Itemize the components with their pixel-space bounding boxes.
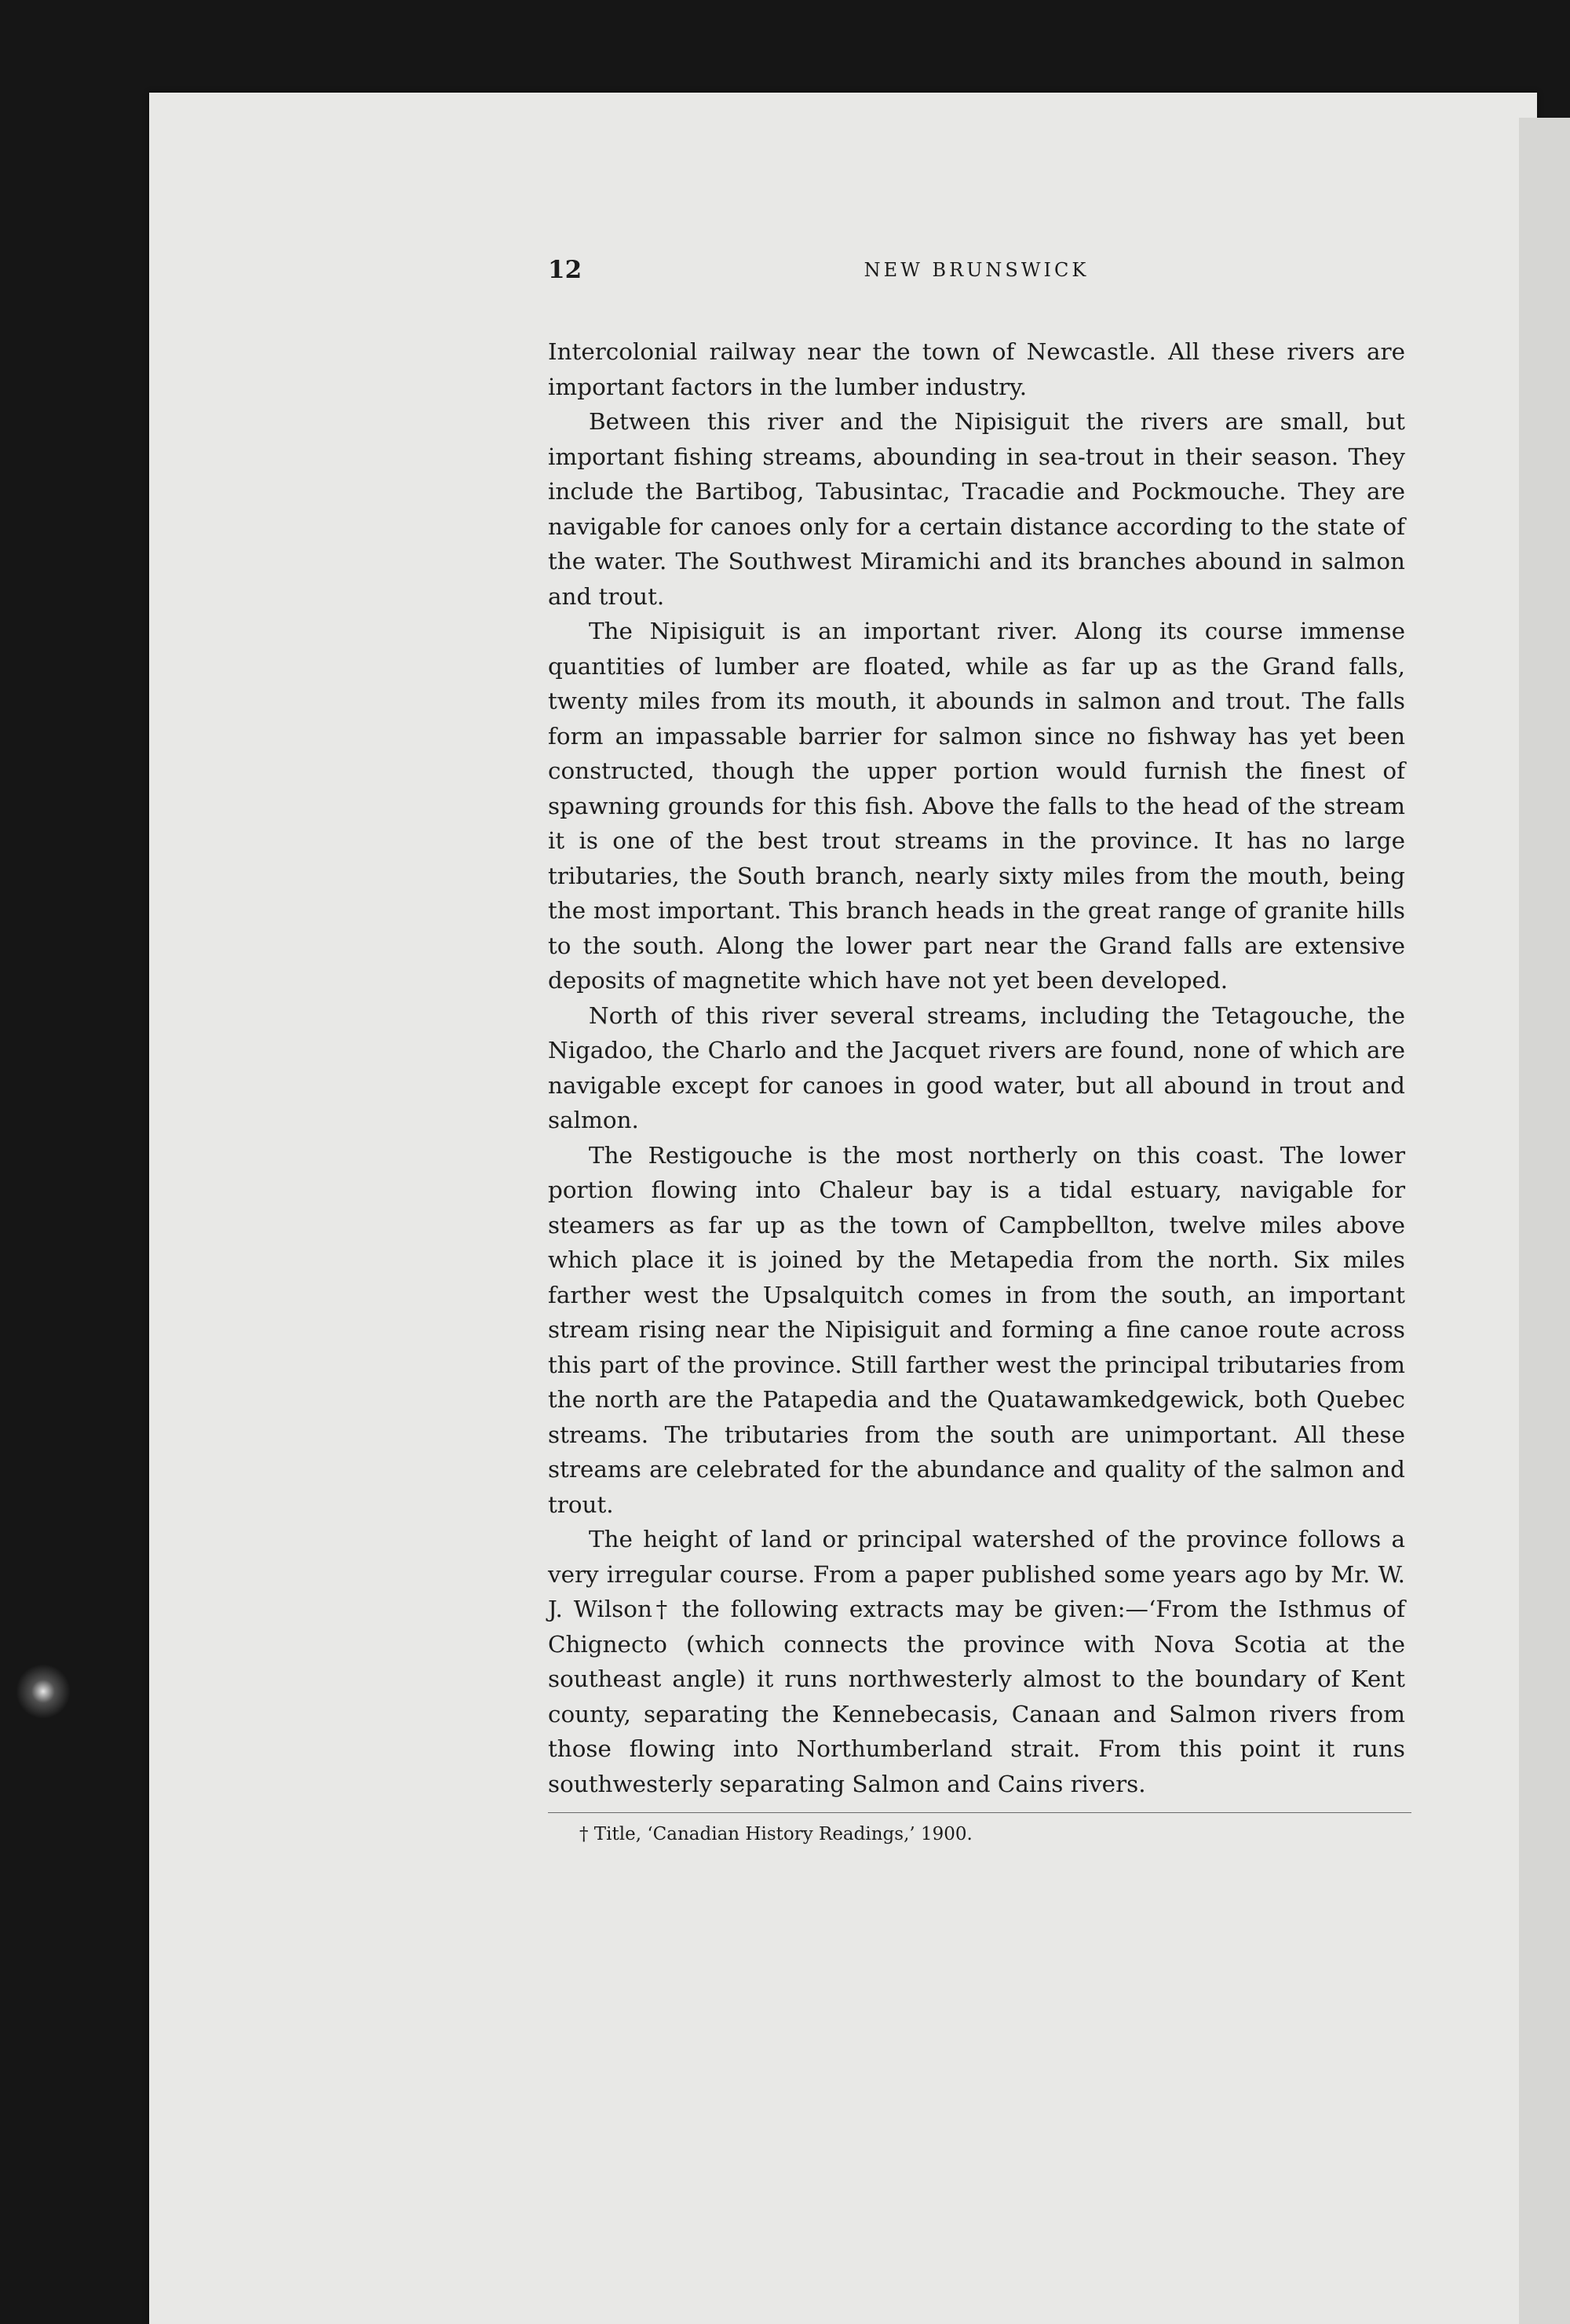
footnote-rule bbox=[548, 1812, 1411, 1813]
running-head bbox=[548, 256, 1405, 294]
footnote: † Title, ‘Canadian History Readings,’ 1900. bbox=[579, 1824, 973, 1844]
paragraph: The height of land or principal watershed of the province follows a very irregular course. From a paper published some years ago by Mr. W. J. Wilson† the following extracts may be given:—‘From the Isthmus of Chignecto (which connects the province with Nova Scotia at the southeast angle) it runs northwesterly almost to the boundary of Kent county, separating the Kennebecasis, Canaan and Salmon rivers from those flowing into Northumberland strait. From this point it runs southwesterly separating Salmon and Cains rivers. bbox=[548, 1526, 1405, 1797]
paragraph: The Nipisiguit is an important river. Along its course immense quantities of lumber are floated, while as far up as the Grand falls, twenty miles from its mouth, it abounds in salmon and trout. The falls form an impassable barrier for salmon since no fishway has yet been constructed, though the upper portion would furnish the finest of spawning grounds for this fish. Above the falls to the head of the stream it is one of the best trout streams in the province. It has no large tributaries, the South branch, nearly sixty miles from the mouth, being the most important. This branch heads in the great range of granite hills to the south. Along the lower part near the Grand falls are extensive deposits of magnetite which have not yet been developed. bbox=[548, 618, 1405, 994]
body-text bbox=[548, 334, 1405, 1801]
paragraph: Between this river and the Nipisiguit the rivers are small, but important fishing streams, abounding in sea-trout in their season. They include the Bartibog, Tabusintac, Tracadie and Pockmouche. They are navigable for canoes only for a certain distance according to the state of the water. The Southwest Miramichi and its branches abound in salmon and trout. bbox=[548, 408, 1405, 610]
paragraph: The Restigouche is the most northerly on this coast. The lower portion flowing into Chaleur bay is a tidal estuary, navigable for steamers as far up as the town of Campbellton, twelve miles above which place it is joined by the Metapedia from the north. Six miles farther west the Upsalquitch comes in from the south, an important stream rising near the Nipisiguit and forming a fine canoe route across this part of the province. Still farther west the principal tributaries from the north are the Patapedia and the Quatawamkedgewick, both Quebec streams. The tributaries from the south are unimportant. All these streams are celebrated for the abundance and quality of the salmon and trout. bbox=[548, 1141, 1405, 1518]
book-page bbox=[548, 256, 1405, 1848]
light-glare bbox=[16, 1664, 71, 1719]
page-number: 12 bbox=[548, 256, 582, 284]
running-title: NEW BRUNSWICK bbox=[864, 259, 1090, 281]
page-edge bbox=[1519, 118, 1570, 2324]
paragraph: Intercolonial railway near the town of Newcastle. All these rivers are important factors in the lumber industry. bbox=[548, 338, 1405, 400]
paragraph: North of this river several streams, including the Tetagouche, the Nigadoo, the Charlo and the Jacquet rivers are found, none of which are navigable except for canoes in good water, but all abound in trout and salmon. bbox=[548, 1001, 1405, 1133]
